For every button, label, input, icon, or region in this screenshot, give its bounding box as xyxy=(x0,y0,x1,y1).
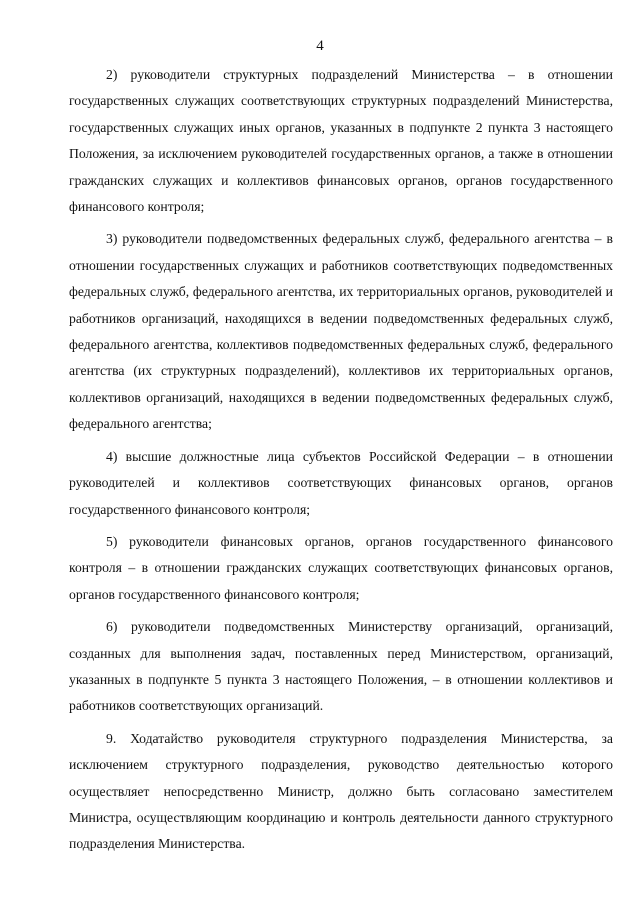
paragraph-item-2: 2) руководители структурных подразделений Министерства – в отношении государственных служащих соответствующих структурных подразделений Министерства, государственных служащих иных органов, указанных в подпункте 2 пункта 3 настоящего Положения, за исключением руководителей государственных органов, а также в отношении гражданских служащих и коллективов финансовых органов, органов государственного финансового контроля; xyxy=(69,67,613,215)
page-number: 4 xyxy=(316,38,324,54)
paragraph-item-4: 4) высшие должностные лица субъектов Российской Федерации – в отношении руководителей и коллективов соответствующих финансовых органов, органов государственного финансового контроля; xyxy=(69,448,613,517)
paragraph-section-9: 9. Ходатайство руководителя структурного подразделения Министерства, за исключением структурного подразделения, руководство деятельностью которого осуществляет непосредственно Министр, должно быть согласовано заместителем Министра, осуществляющим координацию и контроль деятельности данного структурного подразделения Министерства. xyxy=(69,730,613,852)
paragraph-item-3: 3) руководители подведомственных федеральных служб, федерального агентства – в отношении государственных служащих и работников соответствующих подведомственных федеральных служб, федерального агентства, их территориальных органов, руководителей и работников организаций, находящихся в ведении подведомственных федеральных служб, федерального агентства, коллективов подведомственных федеральных служб, федерального агентства (их структурных подразделений), коллективов их территориальных органов, коллективов организаций, находящихся в ведении подведомственных федеральных служб, федерального агентства; xyxy=(69,231,613,432)
document-body xyxy=(69,62,613,864)
paragraph-item-6: 6) руководители подведомственных Министерству организаций, организаций, созданных для выполнения задач, поставленных перед Министерством, организаций, указанных в подпункте 5 пункта 3 настоящего Положения, – в отношении коллективов и работников соответствующих организаций. xyxy=(69,619,613,714)
paragraph-item-5: 5) руководители финансовых органов, органов государственного финансового контроля – в отношении гражданских служащих соответствующих финансовых органов, органов государственного финансового контроля; xyxy=(69,533,613,602)
